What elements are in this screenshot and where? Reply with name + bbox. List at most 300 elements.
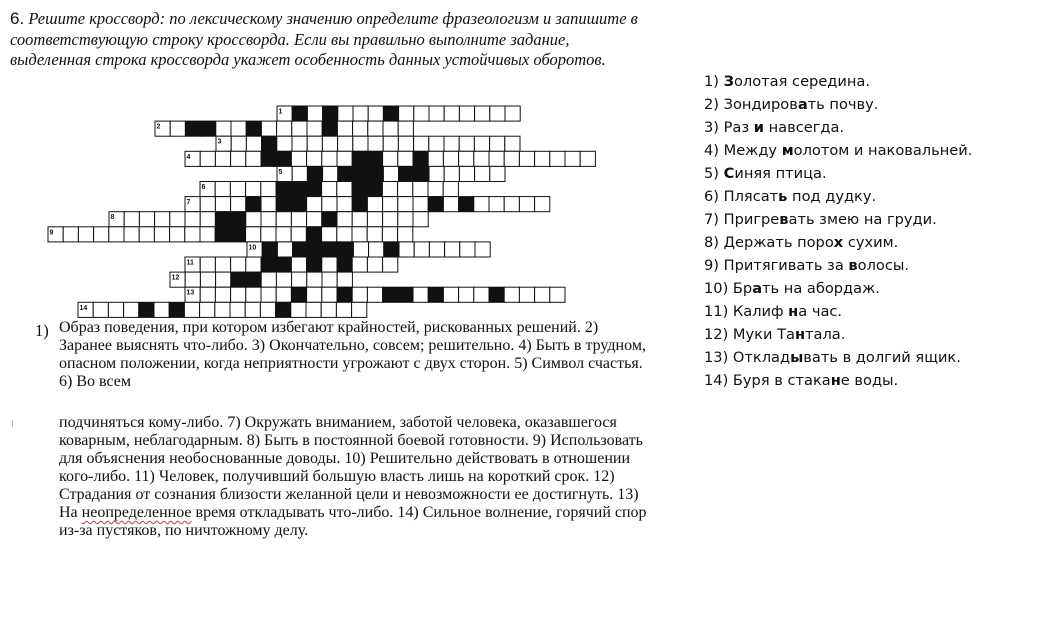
- crossword-cell-filled: [323, 106, 338, 121]
- answer-text: сухим.: [843, 234, 899, 251]
- answer-item: [704, 162, 972, 185]
- crossword-cell: [337, 151, 352, 166]
- crossword-cell: [367, 197, 382, 212]
- crossword-cell: [414, 136, 429, 151]
- crossword-cell: [292, 136, 307, 151]
- crossword-cell: [276, 272, 291, 287]
- answer-text: ать змею на груди.: [788, 211, 937, 228]
- task-number: 6.: [10, 9, 25, 28]
- crossword-cell: [398, 151, 413, 166]
- answer-text: тала.: [805, 326, 846, 343]
- crossword-cell: [109, 227, 124, 242]
- crossword-cell: [352, 287, 367, 302]
- crossword-cell-filled: [306, 182, 321, 197]
- answer-key-letter: н: [794, 326, 806, 343]
- crossword-cell: [261, 272, 276, 287]
- spellcheck-word: неопределенное: [81, 504, 192, 521]
- crossword-cell: [261, 197, 276, 212]
- crossword-cell: [475, 106, 490, 121]
- crossword-cell: [307, 121, 322, 136]
- crossword-cell-filled: [368, 166, 383, 181]
- crossword-cell: [291, 302, 306, 317]
- crossword-cell-filled: [169, 302, 184, 317]
- answer-key-letter: х: [833, 234, 844, 251]
- answer-key-letter: ь: [778, 188, 788, 205]
- crossword-row-number: 4: [186, 153, 191, 161]
- crossword-cell: [200, 287, 215, 302]
- crossword-cell-filled: [307, 257, 322, 272]
- crossword-cell: [200, 197, 215, 212]
- crossword-row-number: 3: [217, 138, 222, 146]
- crossword-cell-filled: [291, 182, 306, 197]
- crossword-cell: [429, 242, 444, 257]
- crossword-cell: [535, 287, 550, 302]
- crossword-cell: [399, 106, 414, 121]
- crossword-cell: [367, 287, 382, 302]
- crossword-cell: [322, 272, 337, 287]
- answer-key-letter: и: [753, 119, 764, 136]
- answer-text: 13) Отклад: [704, 349, 791, 366]
- crossword-cell: [231, 121, 246, 136]
- crossword-cell: [443, 287, 458, 302]
- crossword-cell: [338, 106, 353, 121]
- crossword-cell-filled: [352, 151, 367, 166]
- crossword-cell: [367, 257, 382, 272]
- crossword-cell-filled: [262, 136, 277, 151]
- crossword-cell: [444, 106, 459, 121]
- crossword-cell: [459, 106, 474, 121]
- answer-key-letter: н: [830, 372, 841, 389]
- crossword-cell: [337, 121, 352, 136]
- crossword-cell-filled: [261, 257, 276, 272]
- crossword-cell: [338, 136, 353, 151]
- crossword-cell: [475, 242, 490, 257]
- crossword-cell: [216, 272, 231, 287]
- crossword-cell-filled: [413, 151, 428, 166]
- crossword-cell-filled: [489, 287, 504, 302]
- crossword-cell: [504, 287, 519, 302]
- crossword-cell: [245, 302, 260, 317]
- crossword-row-11: [185, 257, 398, 272]
- answer-text: 8) Держать поро: [704, 234, 834, 251]
- answer-key-letter: в: [779, 211, 789, 228]
- crossword-cell: [459, 136, 474, 151]
- crossword-cell: [352, 227, 367, 242]
- crossword-cell: [322, 197, 337, 212]
- crossword-cell: [399, 242, 414, 257]
- crossword-cell: [93, 302, 108, 317]
- crossword-row-8: [109, 212, 428, 227]
- crossword-cell: [336, 302, 351, 317]
- clues-text-b: время откладывать что-либо. 14) Сильное волнение, горячий спор из-за пустяков, по ничтожному делу.: [59, 504, 647, 539]
- clues-text-a: подчиняться кому-либо. 7) Окружать вниманием, заботой человека, оказавшегося коварным, неблагодарным. 8) Быть в постоянной боевой готовности. 9) Использовать для объяснения необоснованные доводы. 10) Решительно действовать в отношении кого-либо. 11) Человек, получивший большую власть лишь на короткий срок. 12) Страдания от сознания близости желанной цели и невозможности ее достигнуть. 13) На: [59, 414, 643, 521]
- crossword-cell-filled: [291, 287, 306, 302]
- answer-text: 1): [704, 73, 724, 90]
- answer-text: под дудку.: [787, 188, 877, 205]
- answer-text: олосы.: [857, 257, 910, 274]
- crossword-cell: [139, 227, 154, 242]
- crossword-row-number: 13: [186, 289, 195, 297]
- crossword-cell: [490, 106, 505, 121]
- crossword-cell: [550, 287, 565, 302]
- answer-key-letter: в: [848, 257, 858, 274]
- answer-text: 14) Буря в стака: [704, 372, 831, 389]
- answer-key-letter: С: [723, 165, 735, 182]
- crossword-row-9: [48, 227, 413, 242]
- crossword-cell: [170, 227, 185, 242]
- crossword-cell: [307, 287, 322, 302]
- crossword-cell: [398, 212, 413, 227]
- answer-text: 4) Между: [704, 142, 782, 159]
- crossword-cell: [215, 257, 230, 272]
- crossword-cell: [307, 106, 322, 121]
- crossword-cell-filled: [276, 197, 291, 212]
- crossword-cell: [276, 212, 291, 227]
- crossword-cell: [489, 151, 504, 166]
- crossword-cell: [215, 151, 230, 166]
- crossword-cell-filled: [307, 166, 322, 181]
- crossword-cell: [505, 106, 520, 121]
- crossword-cell: [535, 197, 550, 212]
- crossword-cell: [535, 151, 550, 166]
- crossword-cell: [445, 242, 460, 257]
- crossword-cell: [459, 287, 474, 302]
- crossword-cell: [352, 302, 367, 317]
- crossword-cell: [322, 182, 337, 197]
- crossword-cell: [428, 151, 443, 166]
- crossword-cell: [323, 166, 338, 181]
- crossword-cell: [322, 151, 337, 166]
- crossword-cell: [277, 136, 292, 151]
- crossword-cell: [261, 182, 276, 197]
- crossword-cell: [307, 136, 322, 151]
- answer-item: [704, 208, 972, 231]
- crossword-cell: [322, 257, 337, 272]
- crossword-row-5: [277, 166, 505, 181]
- crossword-cell: [246, 227, 261, 242]
- answer-key-letter: а: [797, 96, 808, 113]
- crossword-cell: [215, 287, 230, 302]
- crossword-cell: [490, 166, 505, 181]
- crossword-cell-filled: [185, 121, 200, 136]
- answer-text: 6) Плясат: [704, 188, 779, 205]
- answer-text: олотом и наковальней.: [793, 142, 973, 159]
- crossword-cell: [352, 257, 367, 272]
- crossword-cell-filled: [231, 212, 246, 227]
- crossword-cell: [353, 242, 368, 257]
- crossword-cell: [200, 257, 215, 272]
- answer-key-letter: З: [723, 73, 734, 90]
- crossword-cell: [200, 151, 215, 166]
- answer-item: [704, 369, 972, 392]
- crossword-cell: [337, 182, 352, 197]
- answer-item: [704, 277, 972, 300]
- crossword-cell: [443, 182, 458, 197]
- crossword-cell: [475, 166, 490, 181]
- crossword-cell: [124, 302, 139, 317]
- clues-paragraph-1: Образ поведения, при котором избегают крайностей, рискованных решений. 2) Заранее выяснять что-либо. 3) Окончательно, совсем; решительно. 4) Быть в трудном, опасном положении, когда неприятности угрожают с двух сторон. 5) Символ счастья. 6) Во всем: [59, 319, 646, 390]
- crossword-cell: [429, 136, 444, 151]
- crossword-cell: [459, 151, 474, 166]
- crossword-cell: [368, 106, 383, 121]
- crossword-cell: [474, 287, 489, 302]
- crossword-cell: [184, 302, 199, 317]
- crossword-cell-filled: [246, 121, 261, 136]
- crossword-cell: [261, 121, 276, 136]
- crossword-cell-filled: [322, 212, 337, 227]
- crossword-cell-filled: [276, 257, 291, 272]
- crossword-cell: [231, 136, 246, 151]
- crossword-cell-filled: [231, 272, 246, 287]
- crossword-cell: [291, 227, 306, 242]
- clues-paragraph-2: [59, 414, 649, 540]
- crossword-row-10: [247, 242, 490, 257]
- crossword-cell: [565, 151, 580, 166]
- crossword-cell: [260, 302, 275, 317]
- crossword-cell: [200, 272, 215, 287]
- crossword-cell: [504, 197, 519, 212]
- answer-item: [704, 70, 972, 93]
- crossword-cell: [185, 212, 200, 227]
- crossword-cell: [231, 257, 246, 272]
- crossword-cell: [246, 136, 261, 151]
- answer-text: е воды.: [840, 372, 899, 389]
- crossword-row-number: 12: [171, 274, 180, 282]
- answer-text: ть почву.: [807, 96, 879, 113]
- crossword-cell: [124, 227, 139, 242]
- crossword-cell-filled: [399, 166, 414, 181]
- crossword-cell: [443, 197, 458, 212]
- crossword-cell-filled: [308, 242, 323, 257]
- task-text: Решите кроссворд: по лексическому значению определите фразеологизм и запишите в соответствующую строку кроссворда. Если вы правильно выполните задание, выделенная строка кроссворда укажет особенность данных устойчивых оборотов.: [10, 9, 638, 69]
- crossword-cell: [291, 212, 306, 227]
- crossword-cell-filled: [306, 227, 321, 242]
- crossword-cell-filled: [230, 227, 245, 242]
- crossword-cell: [215, 302, 230, 317]
- crossword-cell-filled: [291, 197, 306, 212]
- crossword-cell-filled: [276, 151, 291, 166]
- answer-key-letter: а: [752, 280, 763, 297]
- crossword-row-1: [277, 106, 520, 121]
- crossword-cell: [322, 136, 337, 151]
- answer-text: 11) Калиф: [704, 303, 789, 320]
- crossword-row-number: 1: [278, 108, 283, 116]
- crossword-cell: [337, 197, 352, 212]
- crossword-cell: [200, 302, 215, 317]
- crossword-cell: [368, 136, 383, 151]
- answer-item: [704, 139, 972, 162]
- crossword-cell: [215, 182, 230, 197]
- crossword-cell: [321, 302, 336, 317]
- crossword-cell: [170, 121, 185, 136]
- crossword-cell: [200, 227, 215, 242]
- crossword-row-number: 6: [201, 184, 206, 191]
- crossword-cell: [231, 151, 246, 166]
- answer-text: 12) Муки Та: [704, 326, 795, 343]
- crossword-cell: [474, 151, 489, 166]
- crossword-cell: [368, 121, 383, 136]
- crossword-row-7: [185, 197, 550, 212]
- crossword-cell-filled: [383, 106, 398, 121]
- crossword-cell: [383, 197, 398, 212]
- crossword-cell: [215, 197, 230, 212]
- answer-item: [704, 300, 972, 323]
- crossword-cell: [428, 182, 443, 197]
- crossword-cell: [383, 121, 398, 136]
- crossword-cell: [460, 242, 475, 257]
- answer-item: [704, 346, 972, 369]
- crossword-cell-filled: [292, 106, 307, 121]
- crossword-cell: [246, 151, 261, 166]
- answer-text: 3) Раз: [704, 119, 754, 136]
- crossword-cell-filled: [139, 302, 154, 317]
- crossword-cell-filled: [352, 182, 367, 197]
- crossword-cell: [216, 121, 231, 136]
- crossword-cell-filled: [337, 287, 352, 302]
- crossword-cell: [291, 257, 306, 272]
- stray-mark: [12, 420, 13, 427]
- crossword-cell: [337, 212, 352, 227]
- crossword-cell-filled: [323, 242, 338, 257]
- crossword-cell: [246, 287, 261, 302]
- crossword-cell: [550, 151, 565, 166]
- answer-text: олотая середина.: [734, 73, 870, 90]
- crossword-cell: [383, 166, 398, 181]
- crossword-row-number: 10: [248, 244, 257, 252]
- crossword-cell: [444, 166, 459, 181]
- crossword-cell-filled: [322, 121, 337, 136]
- crossword-cell: [489, 197, 504, 212]
- answer-item: [704, 254, 972, 277]
- crossword-cell: [307, 151, 322, 166]
- crossword-cell: [200, 212, 215, 227]
- crossword-cell: [124, 212, 139, 227]
- crossword-row-number: 7: [186, 199, 191, 207]
- crossword-cell: [185, 272, 200, 287]
- crossword-row-number: 14: [79, 304, 88, 312]
- crossword-cell: [474, 197, 489, 212]
- crossword-cell-filled: [201, 121, 216, 136]
- crossword-cell: [414, 242, 429, 257]
- crossword-cell-filled: [367, 182, 382, 197]
- crossword-cell-filled: [398, 287, 413, 302]
- crossword-row-4: [185, 151, 595, 166]
- crossword-cell-filled: [338, 242, 353, 257]
- crossword-row-12: [170, 272, 352, 287]
- crossword-cell: [261, 227, 276, 242]
- crossword-cell: [413, 182, 428, 197]
- crossword-row-14: [78, 302, 367, 317]
- crossword-cell-filled: [276, 302, 291, 317]
- crossword-cell: [307, 212, 322, 227]
- crossword-cell: [353, 121, 368, 136]
- crossword-cell: [398, 197, 413, 212]
- answer-key-letter: н: [788, 303, 799, 320]
- answer-text: 10) Бр: [704, 280, 753, 297]
- crossword-cell: [231, 197, 246, 212]
- crossword-cell-filled: [428, 197, 443, 212]
- crossword-cell-filled: [459, 197, 474, 212]
- crossword-cell-filled: [414, 166, 429, 181]
- crossword-row-number: 9: [49, 229, 54, 237]
- answer-text: вать в долгий ящик.: [803, 349, 961, 366]
- crossword-cell: [307, 197, 322, 212]
- crossword-row-6: [200, 182, 458, 197]
- crossword-cell: [170, 212, 185, 227]
- crossword-cell: [369, 242, 384, 257]
- crossword-cell: [413, 212, 428, 227]
- crossword-cell: [367, 227, 382, 242]
- crossword-cell: [63, 227, 78, 242]
- crossword-cell: [307, 272, 322, 287]
- crossword-cell-filled: [246, 272, 261, 287]
- crossword-cell: [230, 182, 245, 197]
- crossword-cell: [78, 227, 93, 242]
- answers-list: [704, 70, 972, 392]
- crossword-cell-filled: [384, 242, 399, 257]
- answer-item: [704, 323, 972, 346]
- crossword-cell: [444, 136, 459, 151]
- crossword-cell: [277, 242, 292, 257]
- crossword-cell: [353, 136, 368, 151]
- crossword-cell: [276, 227, 291, 242]
- crossword-cell: [413, 287, 428, 302]
- crossword-cell: [398, 136, 413, 151]
- crossword-row-2: [155, 121, 413, 136]
- crossword-cell: [155, 212, 170, 227]
- crossword-cell-filled: [246, 197, 261, 212]
- crossword-cell-filled: [261, 151, 276, 166]
- crossword-cell-filled: [215, 212, 230, 227]
- crossword-cell: [459, 166, 474, 181]
- crossword-cell-filled: [367, 151, 382, 166]
- answer-text: ть на абордаж.: [762, 280, 880, 297]
- crossword-cell: [490, 136, 505, 151]
- crossword-cell: [383, 257, 398, 272]
- crossword-cell-filled: [383, 287, 398, 302]
- answer-item: [704, 116, 972, 139]
- answer-text: иняя птица.: [734, 165, 827, 182]
- answer-text: 2) Зондиров: [704, 96, 798, 113]
- crossword-cell: [367, 212, 382, 227]
- crossword-cell: [231, 287, 246, 302]
- crossword-cell: [292, 121, 307, 136]
- crossword-cell-filled: [276, 182, 291, 197]
- crossword-cell: [306, 302, 321, 317]
- crossword-cell: [154, 302, 169, 317]
- answer-text: навсегда.: [764, 119, 845, 136]
- crossword-cell: [291, 151, 306, 166]
- crossword-cell: [382, 227, 397, 242]
- crossword-cell: [519, 151, 534, 166]
- crossword-cell: [580, 151, 595, 166]
- crossword-cell: [429, 106, 444, 121]
- crossword-cell: [185, 227, 200, 242]
- answer-key-letter: ы: [790, 349, 804, 366]
- crossword-cell-filled: [215, 227, 230, 242]
- crossword-cell: [352, 212, 367, 227]
- answer-item: [704, 93, 972, 116]
- crossword-cell: [261, 287, 276, 302]
- crossword-cell: [94, 227, 109, 242]
- crossword-cell: [230, 302, 245, 317]
- crossword-cell: [383, 212, 398, 227]
- crossword-cell: [474, 136, 489, 151]
- crossword-cell: [353, 106, 368, 121]
- crossword-cell-filled: [353, 166, 368, 181]
- crossword-cell: [277, 121, 292, 136]
- clue-first-number: 1): [35, 321, 49, 340]
